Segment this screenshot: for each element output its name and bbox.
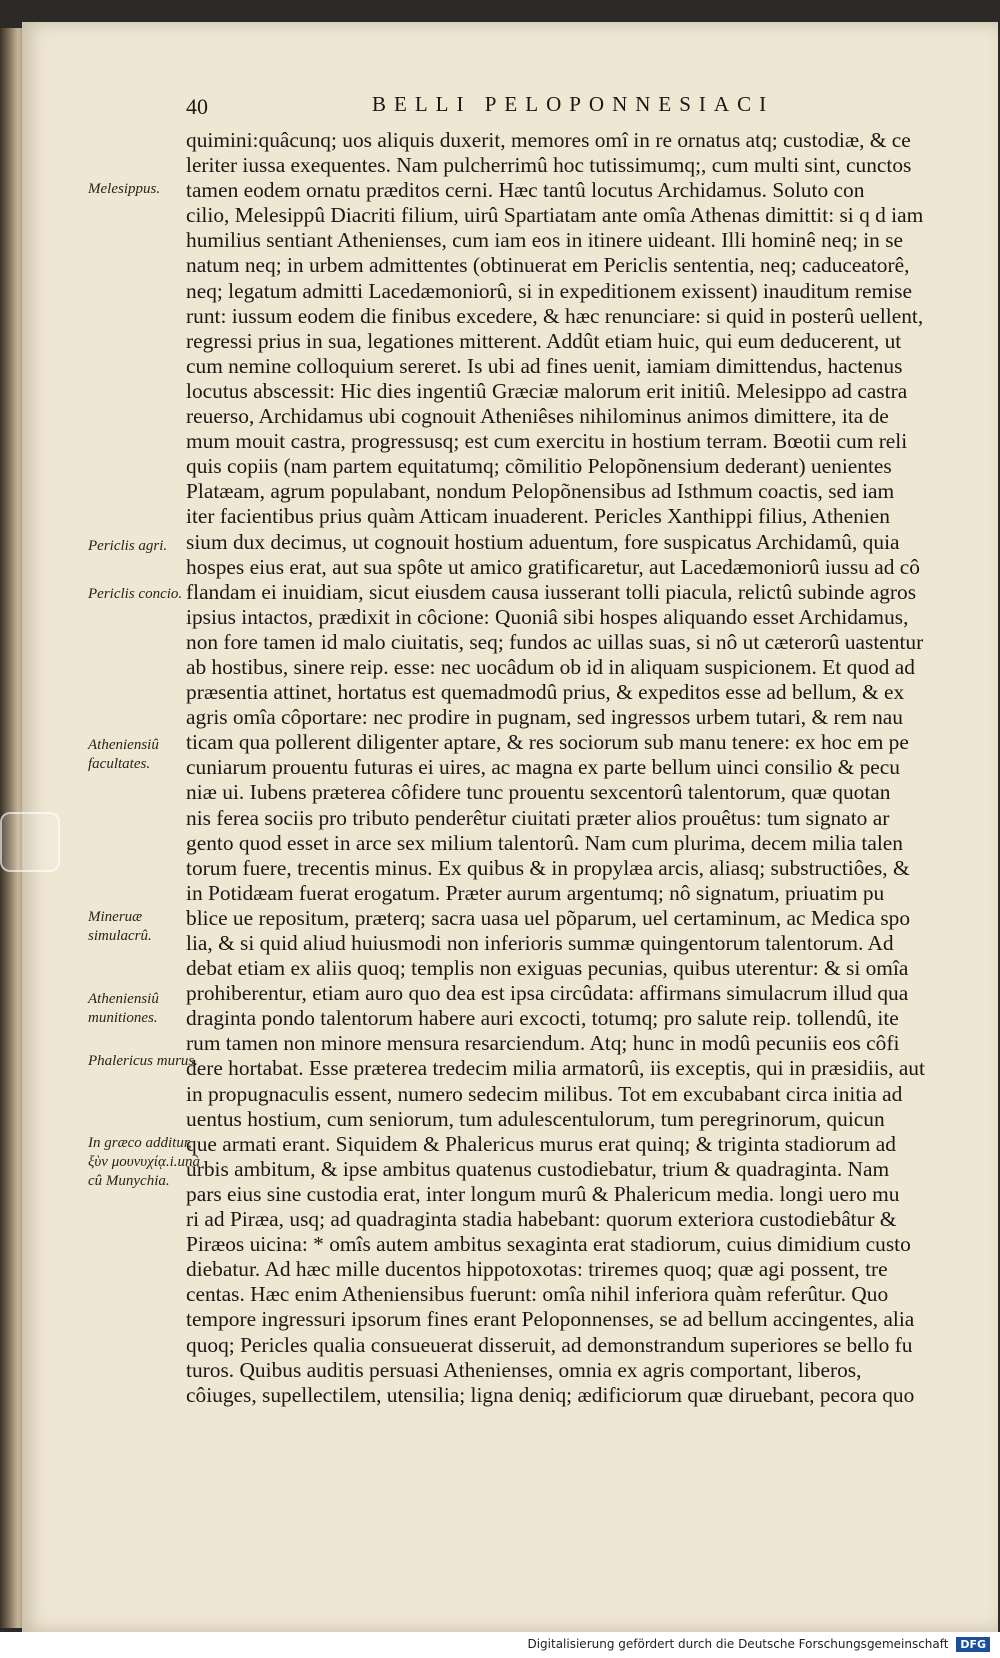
text-line: in propugnaculis essent, numero sedecim milibus. Tot em excubabant circa initia ad [186,1081,903,1106]
marginal-note-periclis-agri: Periclis agri. [88,538,168,554]
marginal-note-periclis-concio: Periclis concio. [88,586,183,602]
text-line: flandam ei inuidiam, sicut eiusdem causa iusserant tolli piacula, relictû subinde agros [186,579,917,604]
text-line: leriter iussa exequentes. Nam pulcherrimû hoc tutissimumq;, cum multi sint, cunctos [186,153,912,178]
text-line: quoq; Pericles qualia consueuerat disseruit, ad demonstrandum superiores se bello fu [186,1332,913,1357]
text-line: non fore tamen id malo ciuitatis, seq; fundos ac uillas suas, si nô ut cæterorû uastentur [186,629,924,654]
text-line: niæ ui. Iubens præterea côfidere tunc prouentu sexcentorû talentorum, quæ quotan [186,780,891,805]
running-title: BELLI PELOPONNESIACI [372,92,775,116]
text-line: gento quod esset in arce sex milium talentorû. Nam cum plurima, decem milia talen [186,830,903,855]
footer-text: Digitalisierung gefördert durch die Deutsche Forschungsgemeinschaft [527,1637,949,1651]
dfg-logo: DFG [956,1637,990,1652]
marginal-note-atheniensium-munitiones: Atheniensiû munitiones. [88,991,159,1026]
footer-credit [527,1637,990,1652]
text-line: Platæam, agrum populabant, nondum Pelopõnensibus ad Isthmum coactis, sed iam [186,479,895,504]
text-line: que armati erant. Siquidem & Phalericus murus erat quinq; & triginta stadiorum ad [186,1131,896,1156]
text-line: reuerso, Archidamus ubi cognouit Atheniêses nihilominus animos dimittere, ita de [186,404,889,429]
text-line: sium dux decimus, ut cognouit hostium aduentum, fore suspicatus Archidamû, quia [186,529,900,554]
text-line: ticam qua pollerent diligenter aptare, & res sociorum sub manu tenere: ex hoc em pe [186,730,909,755]
book-page [22,22,998,1632]
text-line: lia, & si quid aliud huiusmodi non inferioris summæ quingentorum talentorum. Ad [186,931,894,955]
text-line: quis copiis (nam partem equitatumq; cõmilitio Pelopõnensium dederant) uenientes [186,454,892,479]
text-line: mum mouit castra, progressusq; est cum exercitu in hostium terram. Bœotii cum reli [186,429,908,454]
text-line: hospes eius erat, aut sua spôte ut amico gratificaretur, aut Lacedæmoniorû iussu ad cô [186,554,920,579]
text-line: Piræos uicina: * omîs autem ambitus sexaginta erat stadiorum, cuius dimidium custo [186,1232,911,1257]
text-line: ipsius intactos, prædixit in côcione: Quoniâ sibi hospes aliquando esset Archidamus, [186,604,909,629]
marginal-note-phalericus-murus: Phalericus murus. [88,1053,198,1069]
text-line: præsentia attinet, hortatus est quemadmodû prius, & expeditos esse ad bellum, & ex [186,680,905,705]
text-line: pars eius sine custodia erat, inter longum murû & Phalericum media. longi uero mu [186,1181,900,1206]
footer [0,1632,1000,1658]
marginal-note-melesippus: Melesippus. [88,181,161,197]
text-line: ri ad Piræa, usq; ad quadraginta stadia habebant: quorum exteriora custodiebâtur & [186,1207,897,1232]
text-line: tamen eodem ornatu præditos cerni. Hæc tantû locutus Archidamus. Soluto con [186,178,865,203]
text-line: regressi prius in sua, legationes mitterent. Addût etiam huic, qui eum deducerent, ut [186,328,902,353]
text-line: côiuges, supellectilem, utensilia; ligna deniq; ædificiorum quæ diruebant, pecora quo [186,1382,915,1407]
text-line: centas. Hæc enim Atheniensibus fuerunt: omîa nihil inferiora quàm referûtur. Quo [186,1282,889,1307]
text-line: quimini:quâcunq; uos aliquis duxerit, memores omî in re ornatus atq; custodiæ, & ce [186,128,911,152]
text-line: cum nemine colloquium sereret. Is ubi ad fines uenit, iamiam dimittendus, hactenus [186,353,903,378]
marginal-note-in-graeco: In græco additur, ξὺν μουνυχίᾳ.i.unà cû Munychia. [88,1135,200,1189]
text-line: rum tamen non minore mensura resarciendum. Atq; hunc in modû pecuniis eos côfi [186,1031,900,1056]
main-text [186,128,976,1408]
text-line: dere hortabat. Esse præterea tredecim milia armatorû, iis exceptis, qui in præsidiis, aut [186,1056,925,1081]
text-line: iter facientibus prius quàm Atticam inuaderent. Pericles Xanthippi filius, Athenien [186,504,890,529]
text-line: draginta pondo talentorum habere auri excocti, totumq; pro salute reip. tollendû, ite [186,1006,899,1031]
text-line: urbis ambitum, & ipse ambitus quatenus custodiebatur, trium & quadraginta. Nam [186,1156,890,1181]
text-line: tempore ingressuri ipsorum fines erant Peloponnenses, se ad bellum accingentes, alia [186,1307,915,1332]
text-line: debat etiam ex aliis quoq; templis non exiguas pecunias, quibus uterentur: & si omîa [186,956,909,981]
text-line: natum neq; in urbem admittentes (obtinuerat em Periclis sententia, neq; caduceatorê, [186,253,910,278]
marginal-note-atheniensium-facultates: Atheniensiû facultates. [88,737,159,772]
page-number: 40 [186,94,208,119]
text-line: turos. Quibus auditis persuasi Athenienses, omnia ex agris comportant, liberos, [186,1357,862,1382]
text-line: torum fuere, trecentis minus. Ex quibus & in propylæa arcis, aliasq; substructiôes, & [186,855,910,880]
text-line: uentus hostium, cum seniorum, tum adulescentulorum, tum peregrinorum, quicun [186,1106,885,1131]
text-line: runt: iussum eodem die finibus excedere, & hæc renunciare: si quid in posterû uellent, [186,303,924,328]
text-line: neq; legatum admitti Lacedæmoniorû, si in expeditionem exissent) inauditum remise [186,278,912,303]
text-line: in Potidæam fuerat erogatum. Præter aurum argentumq; nô signatum, priuatim pu [186,880,885,905]
page-clip [0,812,60,872]
text-line: nis ferea sociis pro tributo penderêtur ciuitati præter alios prouêtus: tum signato ar [186,805,890,830]
text-line: agris omîa côportare: nec prodire in pugnam, sed ingressos urbem tutari, & rem nau [186,705,903,730]
page-header [22,84,998,124]
text-line: prohiberentur, etiam auro quo dea est ipsa circûdata: affirmans simulacrum illud qua [186,981,909,1006]
text-line: blice ue repositum, præterq; sacra uasa uel põparum, uel certaminum, ac Medica spo [186,905,911,930]
text-line: diebatur. Ad hæc mille ducentos hippotoxotas: triremes quoq; quæ agi possent, tre [186,1257,888,1282]
text-line: cuniarum prouentu futuras ei uires, ac magna ex parte bellum uinci consilio & pecu [186,755,900,780]
text-line: locutus abscessit: Hic dies ingentiû Græciæ malorum erit initiû. Melesippo ad castra [186,378,908,403]
marginal-note-minervae-simulacrum: Mineruæ simulacrû. [88,909,152,944]
text-line: ab hostibus, sinere reip. esse: nec uocâdum ob id in aliquam suspicionem. Et quod ad [186,654,915,679]
text-line: humilius sentiant Athenienses, cum iam eos in itinere uideant. Illi hominê neq; in se [186,228,904,253]
text-line: cilio, Melesippû Diacriti filium, uirû Spartiatam ante omîa Athenas dimittit: si q d iam [186,203,924,228]
